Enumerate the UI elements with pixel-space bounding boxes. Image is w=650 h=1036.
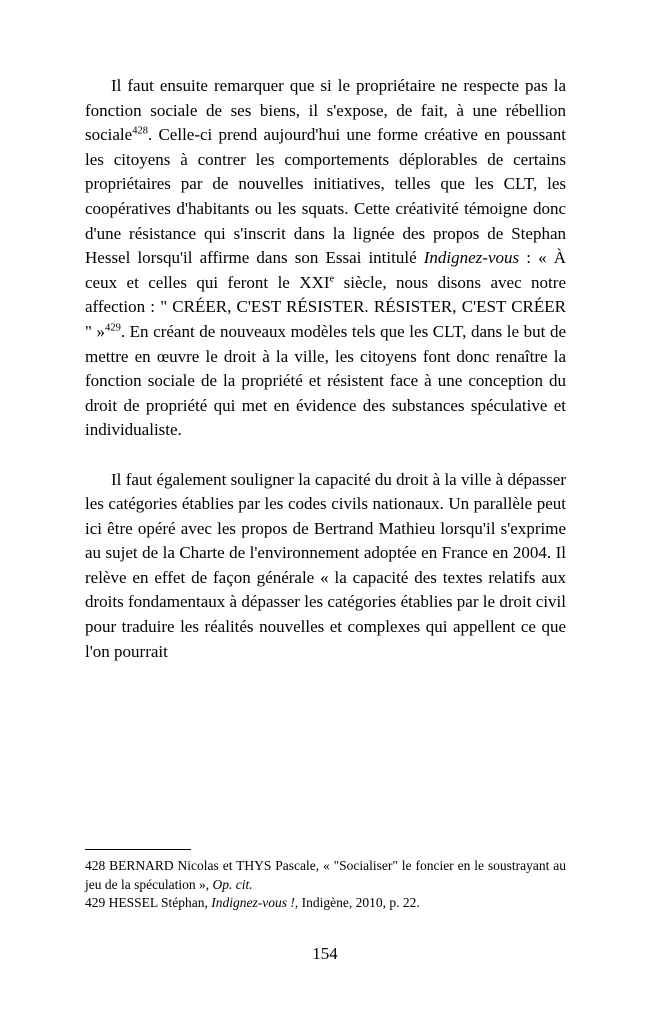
text-run: Il faut également souligner la capacité du droit à la ville à dépasser les catégories établies par les codes civils nationaux. Un parallèle peut ici être opéré avec les propos de Bertrand Mathieu lorsqu'il s'exprime au sujet de la Charte de l'environnement adoptée en France en 2004. Il relève en effet de façon générale « la capacité des textes relatifs aux droits fondamentaux à dépasser les catégories établies par le droit civil pour traduire les réalités nouvelles et complexes qui appellent ce que l'on pourrait [85,469,566,661]
text-run: 428 BERNARD Nicolas et THYS Pascale, « "Socialiser" le foncier en le soustrayant au jeu de la spéculation », [85,858,566,892]
page-body [85,74,566,664]
op-cit-italic: Op. cit. [212,876,253,892]
paragraph-2 [85,468,566,665]
book-title-indignez-vous: Indignez-vous ! [211,895,295,910]
text-run: : « À ceux et celles qui feront le XXI [85,248,566,292]
footnote-428 [85,857,566,894]
text-run: Il faut ensuite remarquer que si le propriétaire ne respecte pas la fonction sociale de ses biens, il s'expose, de fait, à une rébellion sociale [85,76,566,145]
text-run: . Celle-ci prend aujourd'hui une forme créative en poussant les citoyens à contrer les comportements déplorables de certains propriétaires par de nouvelles initiatives, telles que les CLT, les coopératives d'habitants ou les squats. Cette créativité témoigne donc d'une résistance qui s'inscrit dans la lignée des propos de Stephan Hessel lorsqu'il affirme dans son Essai intitulé [85,125,566,268]
footnotes-section [85,849,566,913]
footnote-ref-429: 429 [105,322,121,334]
footnote-separator-rule [85,849,191,850]
text-run: siècle, nous disons avec notre affection : " CRÉER, C'EST RÉSISTER. RÉSISTER, C'EST CRÉER " » [85,272,566,341]
footnote-429 [85,894,566,913]
text-run: . En créant de nouveaux modèles tels que les CLT, dans le but de mettre en œuvre le droit à la ville, les citoyens font donc renaître la fonction sociale de la propriété et résistent face à une conception du droit de propriété qui met en évidence des substances spéculative et individualiste. [85,321,566,440]
paragraph-1 [85,74,566,443]
book-title-indignez-vous: Indignez-vous [423,248,520,268]
text-run: 429 HESSEL Stéphan, [85,895,212,910]
ordinal-superscript: e [329,273,335,285]
text-run: , Indigène, 2010, p. 22. [294,895,420,910]
footnote-ref-428: 428 [132,125,148,137]
page-number: 154 [312,944,338,963]
